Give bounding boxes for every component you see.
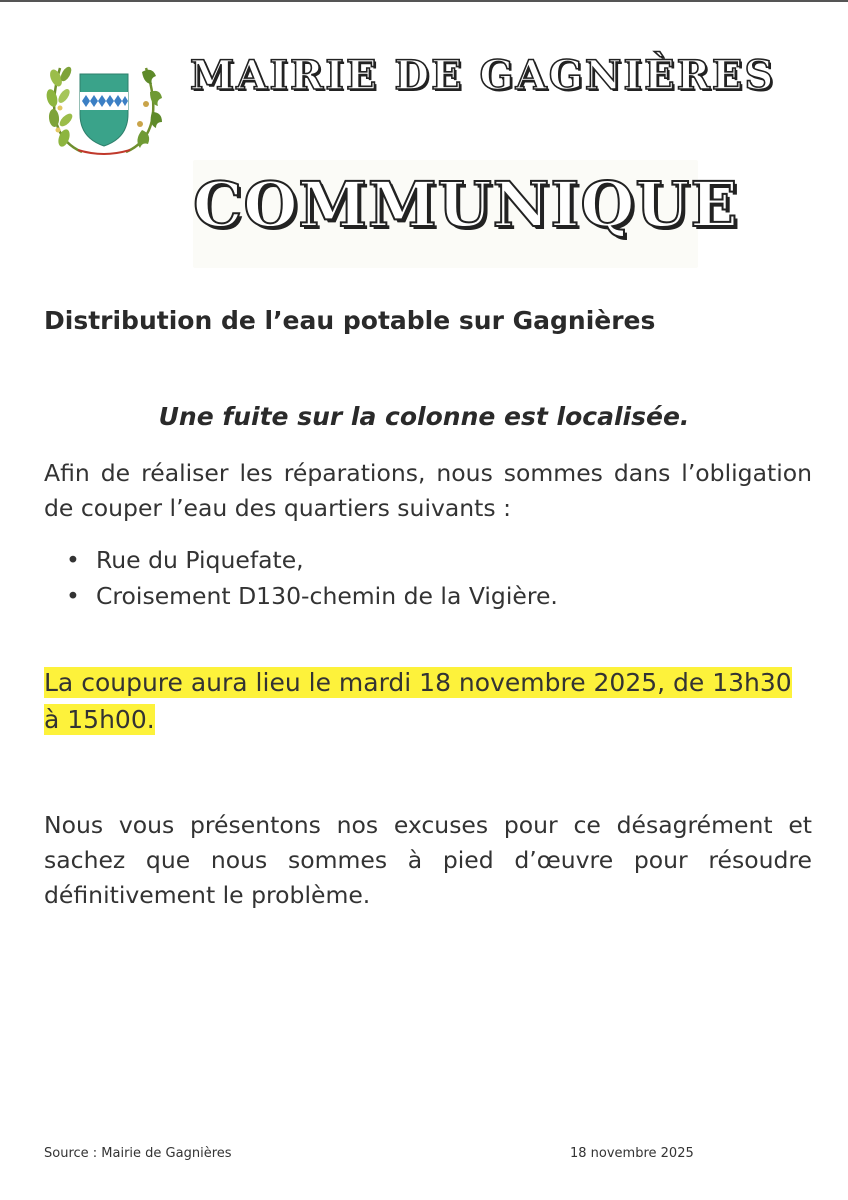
footer-date: 18 novembre 2025 bbox=[570, 1146, 694, 1161]
town-hall-title: MAIRIE DE GAGNIÈRES bbox=[190, 52, 776, 99]
bullet-icon: • bbox=[66, 546, 80, 574]
top-border-line bbox=[0, 0, 848, 2]
intro-paragraph: Afin de réaliser les réparations, nous sommes dans l’obligation de couper l’eau des quartiers suivants : bbox=[44, 459, 812, 522]
highlighted-text: La coupure aura lieu le mardi 18 novembre 2025, de 13h30 à 15h00. bbox=[44, 668, 792, 734]
list-item: • Croisement D130-chemin de la Vigière. bbox=[66, 578, 558, 614]
footer-source: Source : Mairie de Gagnières bbox=[44, 1146, 232, 1161]
list-item: • Rue du Piquefate, bbox=[66, 542, 558, 578]
affected-areas-list bbox=[66, 542, 558, 614]
coat-of-arms-icon bbox=[42, 54, 166, 160]
bullet-icon: • bbox=[66, 582, 80, 610]
leak-statement: Une fuite sur la colonne est localisée. bbox=[158, 402, 690, 431]
apology-paragraph: Nous vous présentons nos excuses pour ce désagrément et sachez que nous sommes à pied d’œuvre pour résoudre définitivement le problème. bbox=[44, 811, 812, 909]
notice-subject: Distribution de l’eau potable sur Gagnières bbox=[44, 306, 656, 335]
outage-time-notice bbox=[44, 664, 814, 738]
communique-banner: COMMUNIQUE bbox=[193, 168, 739, 241]
